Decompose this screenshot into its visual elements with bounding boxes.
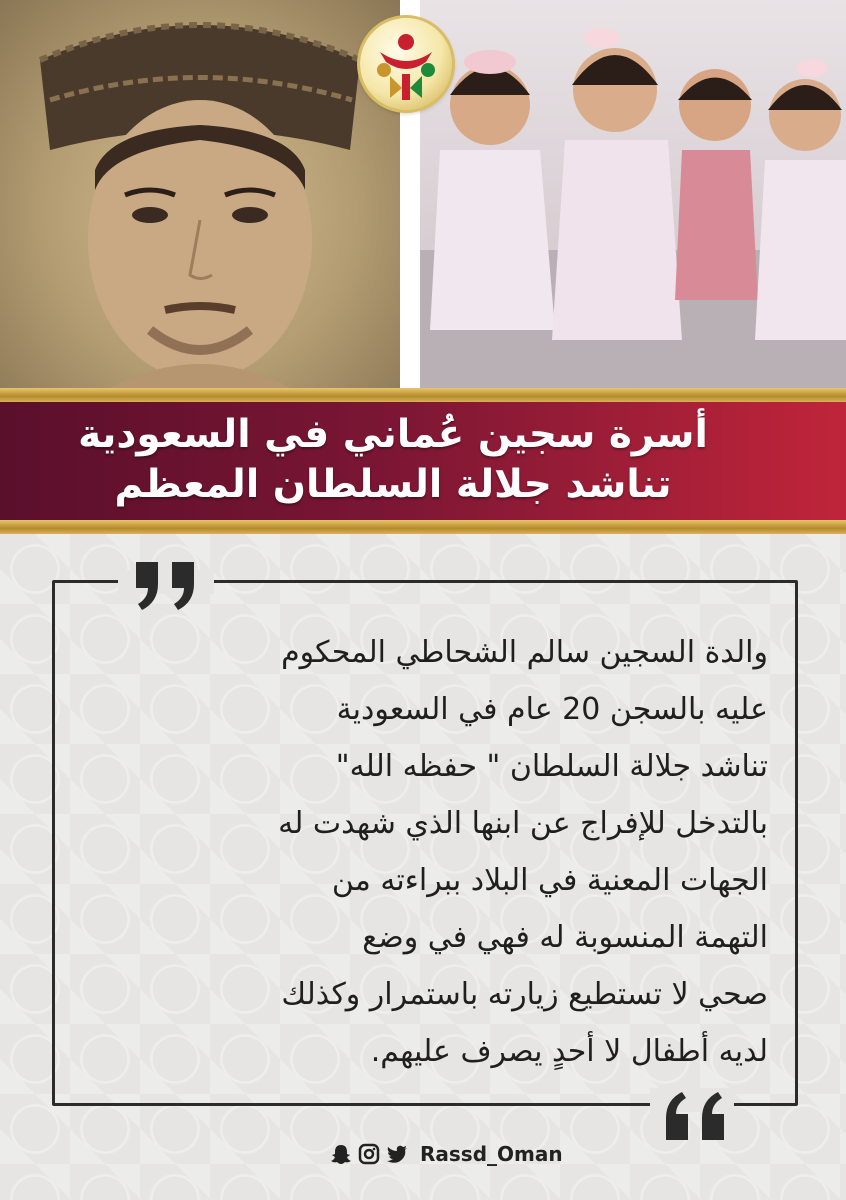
statement-line: التهمة المنسوبة له فهي في وضع <box>362 920 768 955</box>
prisoner-portrait <box>0 0 400 388</box>
close-quote-icon <box>652 1088 732 1148</box>
statement-line: لديه أطفال لا أحدٍ يصرف عليهم. <box>370 1034 768 1069</box>
social-handle[interactable]: Rassd_Oman <box>420 1142 563 1166</box>
open-quote-icon <box>128 554 208 614</box>
statement-line: الجهات المعنية في البلاد ببراءته من <box>331 863 768 898</box>
twitter-icon[interactable] <box>386 1143 408 1165</box>
statement-line: والدة السجين سالم الشحاطي المحكوم <box>281 635 768 670</box>
statement-line: صحي لا تستطيع زيارته باستمرار وكذلك <box>281 977 768 1012</box>
statement-line: بالتدخل للإفراج عن ابنها الذي شهدت له <box>278 806 768 841</box>
statement-text <box>78 624 768 1080</box>
statement-line: عليه بالسجن 20 عام في السعودية <box>336 692 768 727</box>
gold-divider-top <box>0 388 846 402</box>
headline-banner <box>0 402 846 520</box>
social-footer <box>330 1140 563 1168</box>
snapchat-icon[interactable] <box>330 1143 352 1165</box>
gold-divider-bottom <box>0 520 846 534</box>
header-photos <box>0 0 846 388</box>
headline-line-2: تناشد جلالة السلطان المعظم <box>114 462 672 507</box>
headline-line-1: أسرة سجين عُماني في السعودية <box>78 412 708 457</box>
statement-line: تناشد جلالة السلطان " حفظه الله" <box>335 749 768 784</box>
rassd-logo <box>360 18 452 110</box>
instagram-icon[interactable] <box>358 1143 380 1165</box>
children-photo <box>420 0 846 388</box>
